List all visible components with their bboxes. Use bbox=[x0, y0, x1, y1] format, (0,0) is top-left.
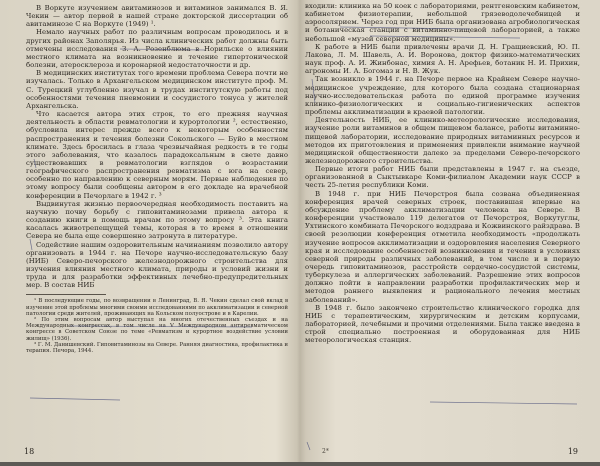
right-paragraph: В 1948 г. было закончено строительство клинического городка для НИБ с терапевтическим, хирургическим и детским корпусами, лабораторией, лечебными и прочими отделениями. Была также введена в строй специально построенная и оборудованная для НИБ метеорологическая станция. bbox=[305, 303, 580, 345]
left-paragraph: Выдвинутая жизнью первоочередная необходимость поставить на научную почву борьбу с гиповитаминозами привела автора к созданию книги в помощь врачам по этому вопросу ³. Эта книга касалась животрепещущей темы, которая в то время в отношении Севера не была еще совершенно затронута в литературе. bbox=[26, 199, 288, 241]
right-page-number: 19 bbox=[567, 447, 578, 456]
left-paragraph: Содействие нашим оздоровительным начинаниям позволило автору организовать в 1944 г. на Печоре научно-исследовательскую базу (НИБ) Северо-печорского железнодорожного строительства для изучения влияния местного климата, природы и условий жизни и труда и для разработки эффективных лечебно-предупредительных мер. В состав НИБ bbox=[26, 240, 288, 290]
footnote: ³ Г. М. Данишевский. Гиповитаминозы на Севере. Ранняя диагностика, профилактика и терапия. Печора, 1944. bbox=[26, 341, 288, 355]
right-body-text bbox=[305, 2, 580, 345]
left-paragraph: В Воркуте изучением авитаминозов и витаминов занимался В. Я. Чекин — автор первой в нашей стране докторской диссертации об авитаминозе С на Воркуте (1949) ¹. bbox=[26, 4, 288, 29]
left-page-number: 18 bbox=[24, 447, 35, 456]
right-paragraph: Так возникло в 1944 г. на Печоре первое на Крайнем Севере научно-медицинское учреждение, для которого была создана стационарная научно-исследовательская работа по единой программе изучения клинико-физиологических и социально-гигиенических аспектов проблемы акклиматизации в краевой патологии. bbox=[305, 75, 580, 117]
footnote: ² По этим вопросам автор выступал на многих отечественных съездах и на Международных конгрессах, в том числе на V Международном антиревматическом конгрессе в Советском Союзе по теме «Ревматизм и курортное воздействие условии жилищ» (1936). bbox=[26, 317, 288, 342]
right-paragraph: Первые итоги работ НИБ были представлены в 1947 г. на съезде, организованной в Сыктывкаре Коми-филиалом Академии наук СССР в честь 25-летия республики Коми. bbox=[305, 165, 580, 190]
left-paragraph: Немало научных работ по различным вопросам проводилось и в других районах Заполярья. Из числа клинических работ должны быть отмечены исследования З. А. Розенблюма в Норильске о влиянии местного климата на возникновение и течение гипертонической болезни, атеросклероза и коронарной недостаточности и др. bbox=[26, 28, 288, 70]
left-paragraph: Что касается автора этих строк, то его прежняя научная деятельность в области ревматологии и курортологии ², естественно, обусловила интерес прежде всего к некоторым особенностям распространения и течения болезни Сокольского — Буйо в местном климате. Здесь бросилась в глаза чрезвычайная редкость в те годы этого заболевания, что казалось парадоксальным в свете давно существовавших в ревматологии взглядов о возрастании географического распространения ревматизма с юга на север, особенно по направлению к северным морям. Первые наблюдения по этому вопросу были сообщены автором в его докладе на врачебной конференции в Печорлаге в 1942 г. ³ bbox=[26, 110, 288, 200]
footnote: ¹ В последующие годы, по возвращении в Ленинград, В. Я. Чекин сделал свой вклад в изучение этой проблемы многими своими исследованиями по акклиматизации и северной патологии среди жителей, проживающих на Кольском полуострове и в Карелии. bbox=[26, 298, 288, 317]
right-paragraph: входили: клиника на 50 коек с лабораториями, рентгеновским кабинетом, кабинетом физиотерапии, небольшой грязеводолечебницей и аэросолярием. Через год при НИБ была организована агробиологическая и ботаническая станции с витаминно-пищевой лабораторией, а также небольшой «музей северной медицины». bbox=[305, 2, 580, 43]
left-page bbox=[26, 4, 288, 466]
right-page bbox=[305, 2, 580, 464]
left-paragraph: В медицинских институтах того времени проблема Севера почти не изучалась. Только в Архангельском медицинском институте проф. М. С. Турецкий углубленно изучал в трудах институтскую работы под особенностями течения пневмонии и сосудистого тонуса у жителей Архангельска. bbox=[26, 69, 288, 110]
left-body-text bbox=[26, 4, 288, 289]
right-paragraph: В 1948 г. при НИБ Печорстроя была созвана объединенная конференция врачей северных строек, поставившая впервые на обсуждение проблему акклиматизации человека на Севере. В конференции участвовало 119 делегатов от Печорстроя, Воркутуглы, Ухтинского комбината Печорского водздрава и Кожвинского райздрава. В своей резолюции конференция отметила необходимость «продолжать изучение вопросов акклиматизации и оздоровления населения Северного края и исследование особенностей возникновения и течения в условиях северной природы различных заболеваний, в том числе и в первую очередь гиповитаминозов, расстройств сердечно-сосудистой системы, туберкулеза и аллергических заболеваний. Разрешение этих вопросов должно пойти в направлении разработки профилактических мер и методов раннего выявления и рационального лечения местных заболеваний». bbox=[305, 189, 580, 304]
right-paragraph: К работе в НИБ были привлечены врачи Д. Н. Гращиевский, Ю. П. Лакова, Л. М. Шавель, А. И. Воронова, доктор физико-математических наук проф. А. И. Жинбонас, химия А. Н. Арефьев, ботаник Н. И. Прихин, агрономы И. А. Богомаз и Н. В. Жук. bbox=[305, 42, 580, 76]
signature-mark: 2* bbox=[322, 448, 329, 455]
footnote-rule bbox=[26, 294, 106, 295]
right-paragraph: Деятельность НИБ, ее клинико-метеорологические исследования, изучение роли витаминов в общем пищевом балансе, работы витаминно-пищевой лаборатории, исследование природных витаминных ресурсов и методов их приготовления и применения привлекли внимание научной медицинской общественности далеко за пределами Северо-печорского железнодорожного строительства. bbox=[305, 116, 580, 165]
footnotes bbox=[26, 298, 288, 354]
